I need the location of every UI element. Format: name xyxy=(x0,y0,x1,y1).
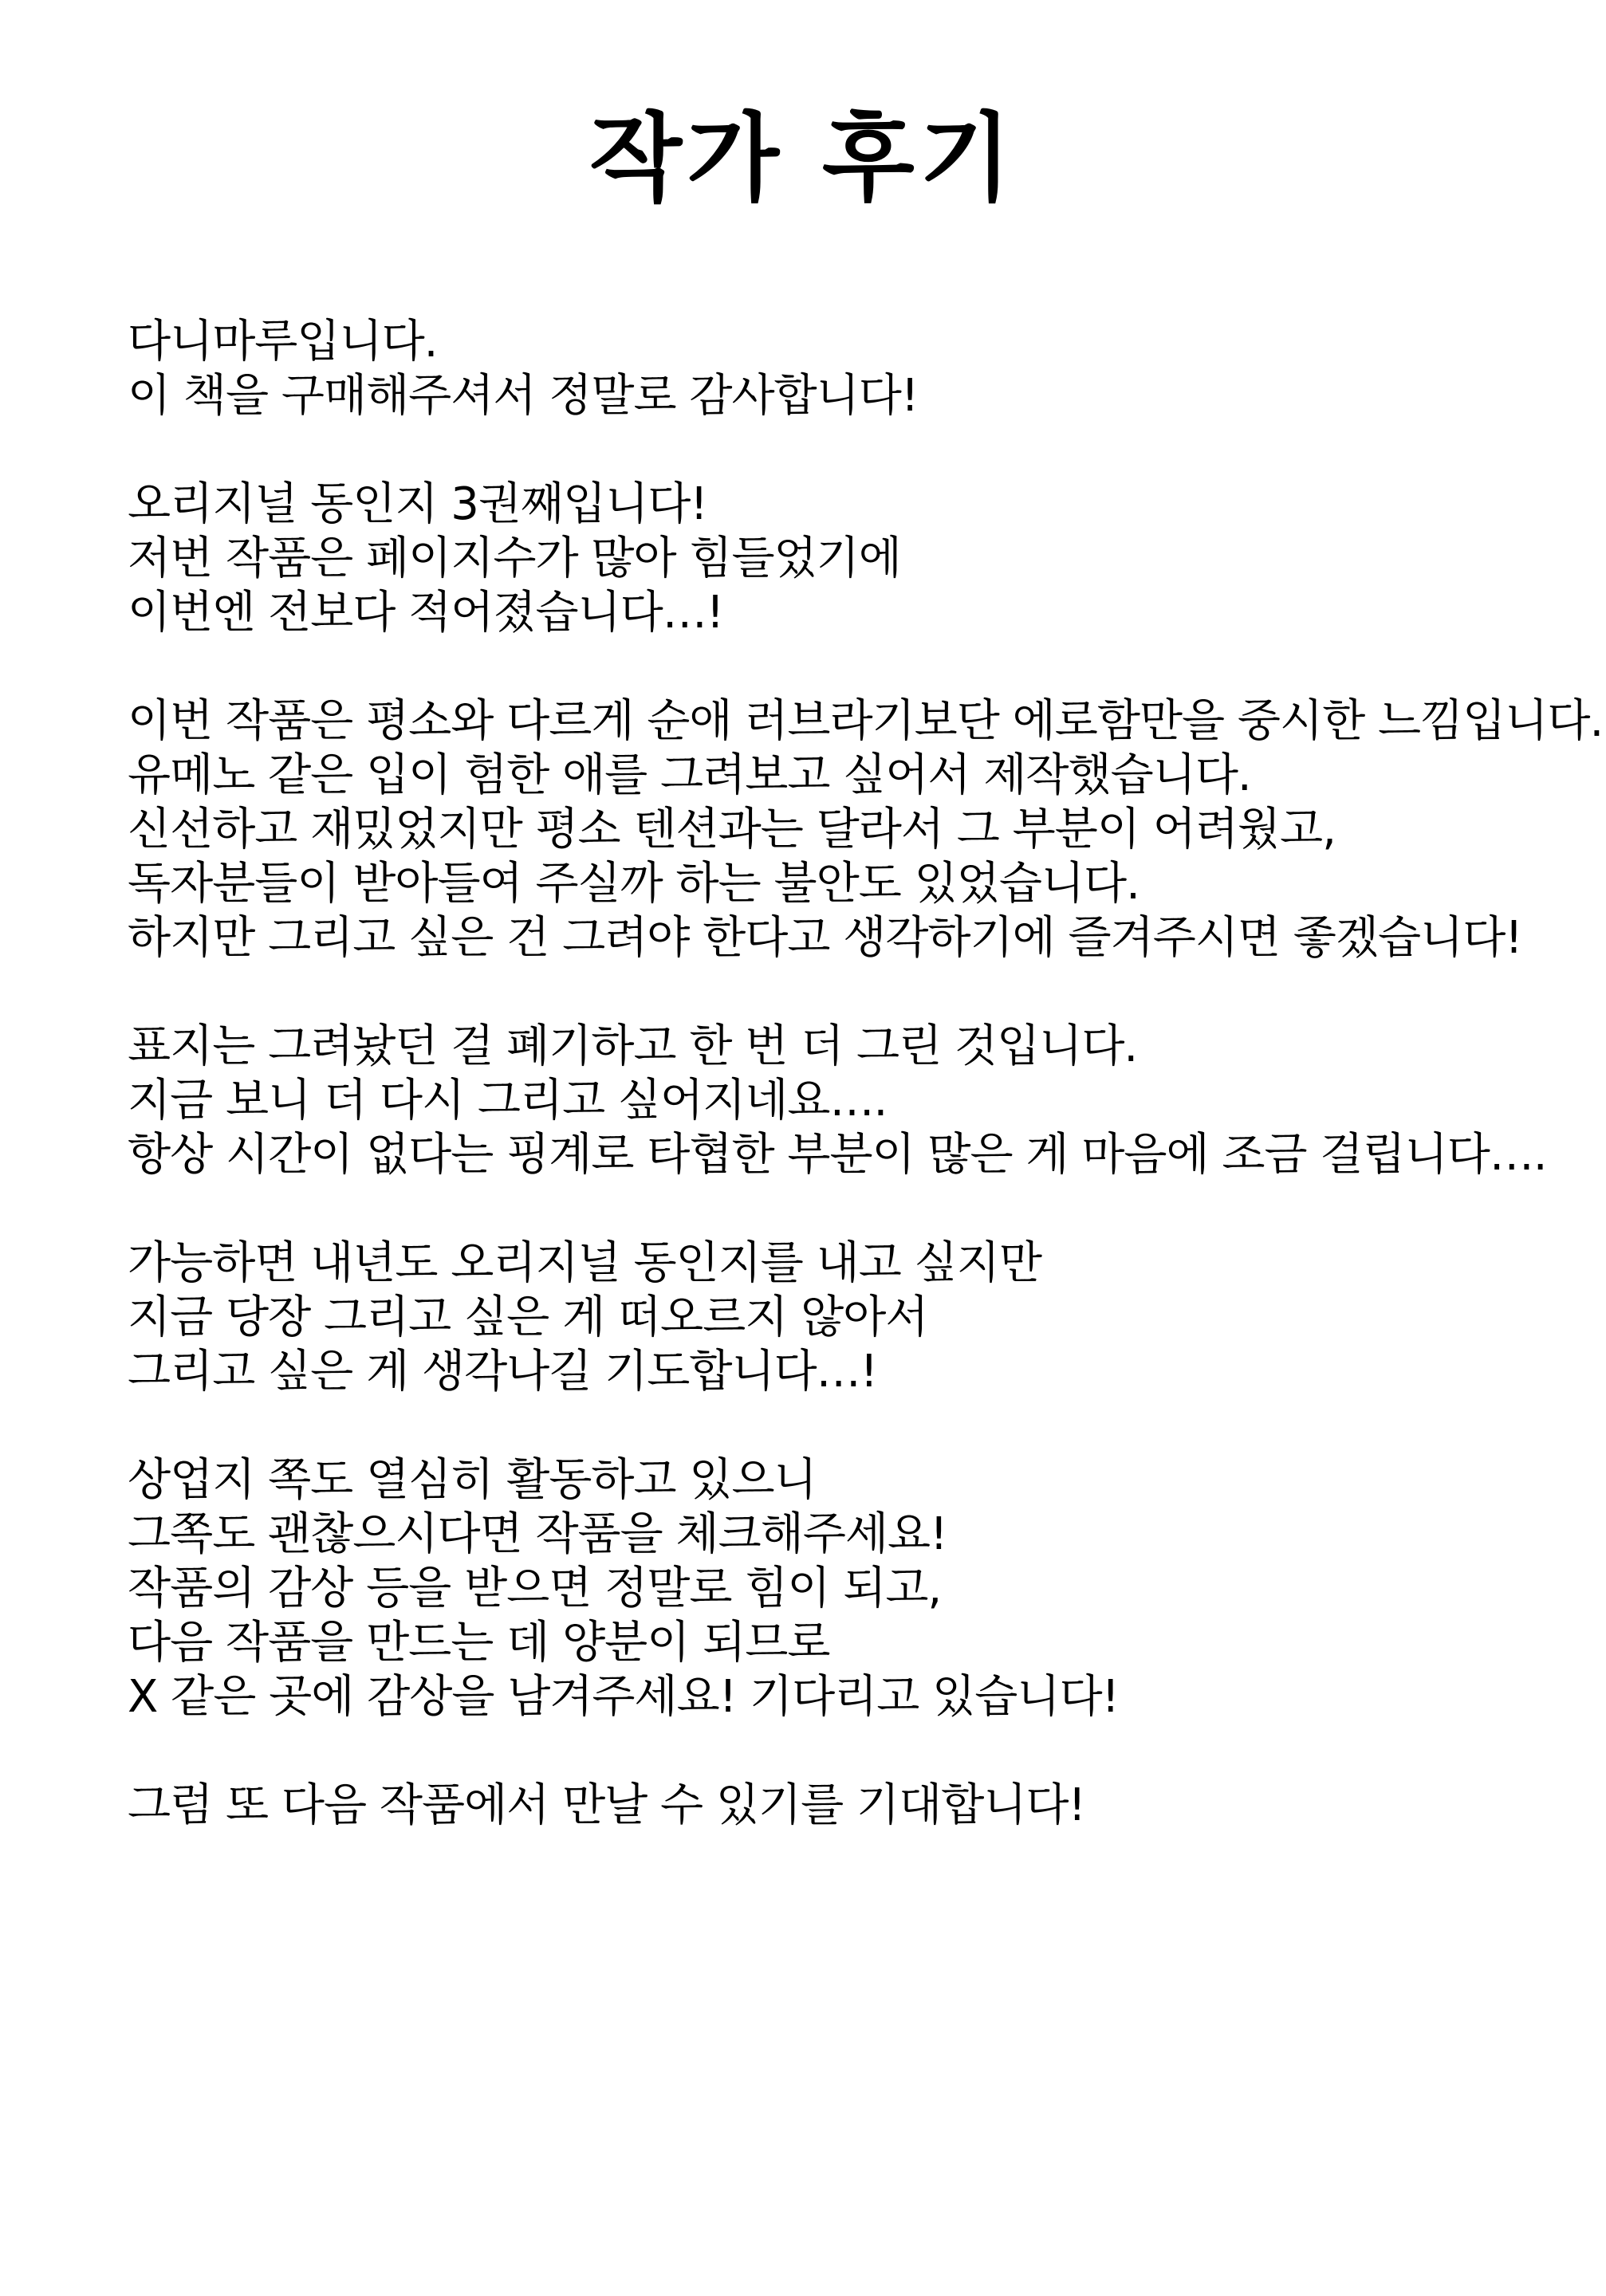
text-line: 저번 작품은 페이지수가 많아 힘들었기에 xyxy=(128,533,901,584)
paragraph-gap xyxy=(128,423,1563,478)
paragraph-gap xyxy=(128,640,1563,694)
text-line: 항상 시간이 없다는 핑계로 타협한 부분이 많은 게 마음에 조금 걸립니다…. xyxy=(128,1129,1547,1181)
text-line: 유메노 같은 입이 험한 애를 그려보고 싶어서 제작했습니다. xyxy=(128,749,1251,801)
text-line: 이번 작품은 평소와 다르게 순애 러브라기보단 에로함만을 중시한 느낌입니다. xyxy=(128,695,1604,747)
text-line: 상업지 쪽도 열심히 활동하고 있으니 xyxy=(128,1454,817,1506)
text-line: 신선하고 재밌었지만 평소 텐션과는 달라서 그 부분이 어려웠고, xyxy=(128,804,1336,855)
paragraph-gap xyxy=(128,1399,1563,1453)
text-line: 그쪽도 괜찮으시다면 작품을 체크해주세요! xyxy=(128,1508,947,1560)
text-line: X 같은 곳에 감상을 남겨주세요! 기다리고 있습니다! xyxy=(128,1671,1119,1723)
text-line: 하지만 그리고 싶은 건 그려야 한다고 생각하기에 즐겨주시면 좋겠습니다! xyxy=(128,912,1522,964)
text-line: 가능하면 내년도 오리지널 동인지를 내고 싶지만 xyxy=(128,1237,1041,1289)
text-line: 다니마루입니다. xyxy=(128,316,438,368)
text-line: 지금 보니 더 다시 그리고 싶어지네요…. xyxy=(128,1075,888,1126)
paragraph-gap xyxy=(128,965,1563,1020)
paragraph-gap xyxy=(128,1182,1563,1236)
text-line: 작품의 감상 등을 받으면 정말로 힘이 되고, xyxy=(128,1563,942,1614)
text-line: 그리고 싶은 게 생각나길 기도합니다…! xyxy=(128,1346,878,1398)
text-line: 독자분들이 받아들여 주실까 하는 불안도 있었습니다. xyxy=(128,858,1140,910)
text-line: 표지는 그려놨던 걸 폐기하고 한 번 더 그린 것입니다. xyxy=(128,1020,1138,1072)
text-line: 오리지널 동인지 3권째입니다! xyxy=(128,478,707,530)
text-line: 이 책을 구매해주셔서 정말로 감사합니다! xyxy=(128,370,919,422)
afterword-body xyxy=(128,315,1604,1833)
text-line: 그럼 또 다음 작품에서 만날 수 있기를 기대합니다! xyxy=(128,1779,1085,1831)
page-title: 작가 후기 xyxy=(589,104,1017,214)
text-line: 다음 작품을 만드는 데 양분이 되므로 xyxy=(128,1617,830,1669)
text-line: 이번엔 전보다 적어졌습니다…! xyxy=(128,587,724,639)
paragraph-gap xyxy=(128,1724,1563,1779)
text-line: 지금 당장 그리고 싶은 게 떠오르지 않아서 xyxy=(128,1292,928,1343)
